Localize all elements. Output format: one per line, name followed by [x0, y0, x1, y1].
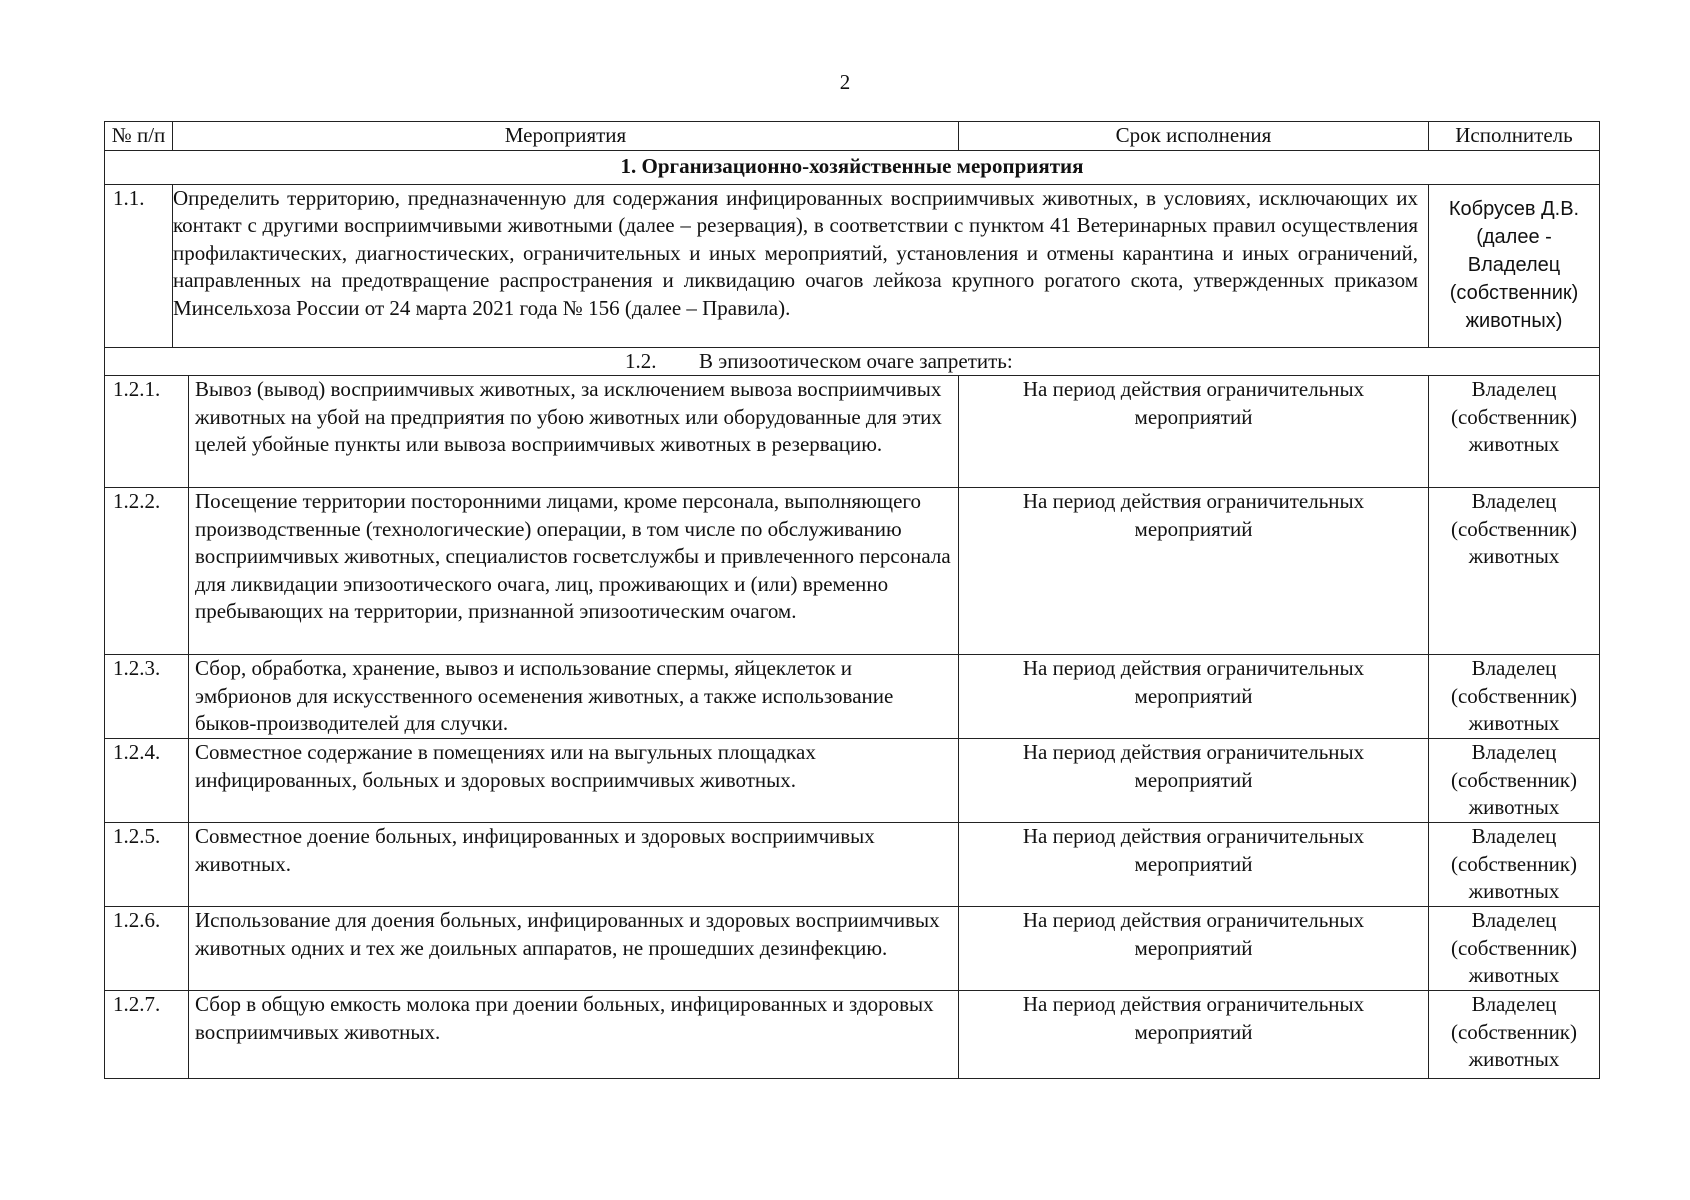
row-number: 1.2.7.	[105, 991, 189, 1079]
row-text: Использование для доения больных, инфицированных и здоровых восприимчивых животных одних и тех же доильных аппаратов, не прошедших дезинфекцию.	[189, 907, 959, 991]
table-row	[105, 991, 1600, 1079]
row-deadline: На период действия ограничительных мероприятий	[959, 991, 1429, 1079]
row-deadline: На период действия ограничительных мероприятий	[959, 907, 1429, 991]
row-text: Совместное доение больных, инфицированных и здоровых восприимчивых животных.	[189, 823, 959, 907]
row-number: 1.2.1.	[105, 376, 189, 488]
section-title: 1. Организационно-хозяйственные мероприятия	[105, 150, 1600, 184]
table-row	[105, 376, 1600, 488]
subsection-header	[105, 347, 1600, 376]
row-number: 1.1.	[105, 184, 173, 347]
row-number: 1.2.4.	[105, 739, 189, 823]
row-number: 1.2.5.	[105, 823, 189, 907]
row-deadline: На период действия ограничительных мероприятий	[959, 376, 1429, 488]
row-text: Сбор, обработка, хранение, вывоз и использование спермы, яйцеклеток и эмбрионов для искусственного осеменения животных, а также использование быков-производителей для случки.	[189, 655, 959, 739]
subsection-number: 1.2.	[625, 348, 657, 373]
table-row-1-1	[105, 184, 1600, 347]
row-number: 1.2.2.	[105, 488, 189, 655]
header-deadline: Срок исполнения	[959, 122, 1429, 151]
measures-table	[104, 121, 1600, 1079]
section-title-row	[105, 150, 1600, 184]
row-executor: Владелец (собственник) животных	[1429, 823, 1600, 907]
row-deadline: На период действия ограничительных мероприятий	[959, 823, 1429, 907]
table-row	[105, 907, 1600, 991]
table-row	[105, 739, 1600, 823]
table-row	[105, 655, 1600, 739]
row-deadline: На период действия ограничительных мероприятий	[959, 739, 1429, 823]
row-text: Совместное содержание в помещениях или на выгульных площадках инфицированных, больных и здоровых восприимчивых животных.	[189, 739, 959, 823]
row-executor: Владелец (собственник) животных	[1429, 991, 1600, 1079]
page-number: 2	[839, 70, 851, 94]
table-row-1-2	[105, 347, 1600, 376]
table-header-row	[105, 122, 1600, 151]
row-deadline: На период действия ограничительных мероприятий	[959, 488, 1429, 655]
header-executor: Исполнитель	[1429, 122, 1600, 151]
row-number: 1.2.3.	[105, 655, 189, 739]
row-executor: Владелец (собственник) животных	[1429, 376, 1600, 488]
table-row	[105, 488, 1600, 655]
row-text: Сбор в общую емкость молока при доении больных, инфицированных и здоровых восприимчивых животных.	[189, 991, 959, 1079]
subsection-text: В эпизоотическом очаге запретить:	[699, 348, 1013, 373]
row-executor: Владелец (собственник) животных	[1429, 907, 1600, 991]
header-measures: Мероприятия	[173, 122, 959, 151]
row-text: Определить территорию, предназначенную для содержания инфицированных восприимчивых животных, в условиях, исключающих их контакт с другими восприимчивыми животными (далее – резервация), в соответствии с пунктом 41 Ветеринарных правил осуществления профилактических, диагностических, ограничительных и иных мероприятий, установления и отмены карантина и иных ограничений, направленных на предотвращение распространения и ликвидацию очагов лейкоза крупного рогатого скота, утвержденных приказом Минсельхоза России от 24 марта 2021 года № 156 (далее – Правила).	[173, 184, 1429, 347]
row-executor: Владелец (собственник) животных	[1429, 655, 1600, 739]
header-num: № п/п	[105, 122, 173, 151]
row-executor: Владелец (собственник) животных	[1429, 739, 1600, 823]
table-row	[105, 823, 1600, 907]
row-text: Посещение территории посторонними лицами, кроме персонала, выполняющего производственные (технологические) операции, в том числе по обслуживанию восприимчивых животных, специалистов госветслужбы и привлеченного персонала для ликвидации эпизоотического очага, лиц, проживающих и (или) временно пребывающих на территории, признанной эпизоотическим очагом.	[189, 488, 959, 655]
row-deadline: На период действия ограничительных мероприятий	[959, 655, 1429, 739]
row-text: Вывоз (вывод) восприимчивых животных, за исключением вывоза восприимчивых животных на убой на предприятия по убою животных или оборудованные для этих целей убойные пункты или вывоза восприимчивых животных в резервацию.	[189, 376, 959, 488]
row-executor: Кобрусев Д.В. (далее - Владелец (собственник) животных)	[1429, 184, 1600, 347]
row-executor: Владелец (собственник) животных	[1429, 488, 1600, 655]
row-number: 1.2.6.	[105, 907, 189, 991]
